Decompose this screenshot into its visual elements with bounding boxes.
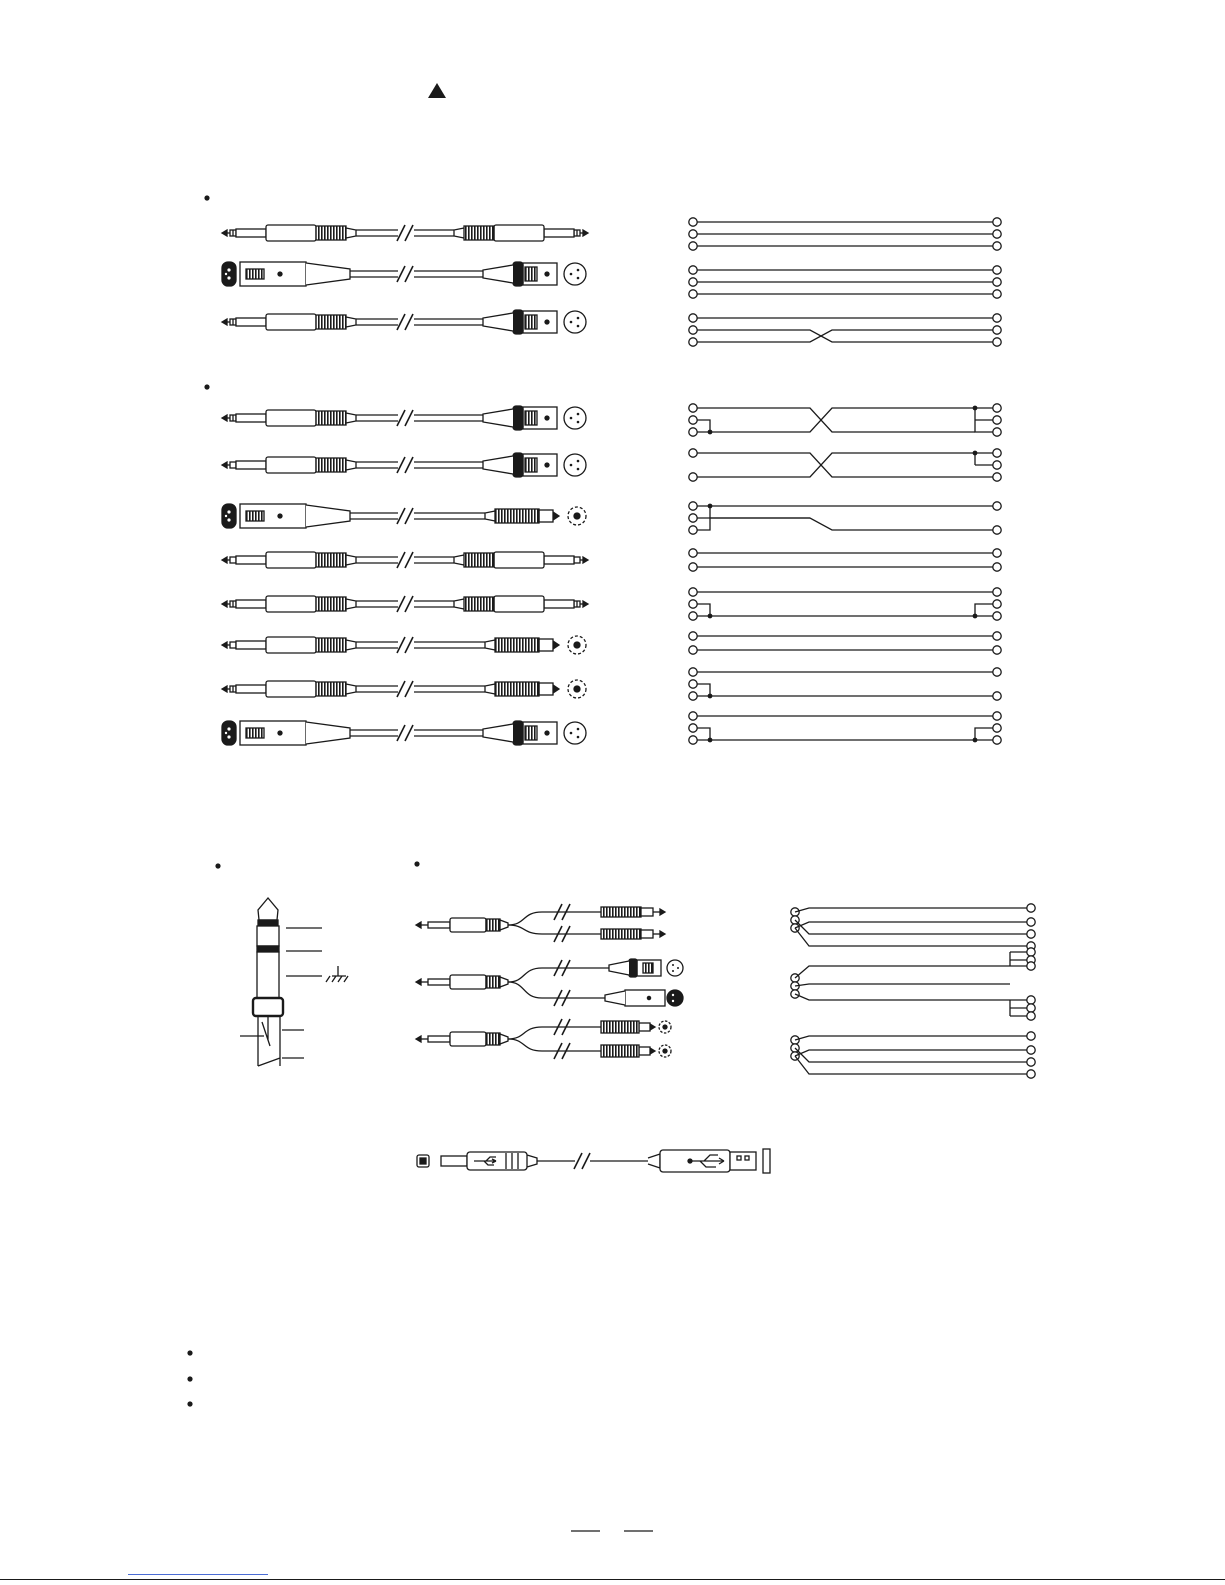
cable-row [222, 310, 586, 334]
xlr-f-plug [222, 504, 350, 528]
cable-break-mark [397, 552, 413, 568]
usb-a-port-icon [763, 1149, 770, 1173]
xlr-m-plug [483, 721, 586, 745]
wiring-diagram-straight-3 [689, 266, 1001, 298]
trs-plug [222, 314, 356, 330]
wiring-diagram-straight-3 [689, 218, 1001, 250]
y-cable-row [416, 904, 665, 942]
wiring-diagram-straight-2 [689, 632, 1001, 654]
small-trs-plug [416, 975, 508, 989]
small-ts-plug [601, 929, 665, 939]
small-trs-plug [416, 1032, 508, 1046]
small-ts-plug [601, 907, 665, 917]
section-bullets [187, 195, 419, 1406]
y-wiring-diagram [791, 1032, 1035, 1078]
xlr-f-plug [222, 721, 350, 745]
wiring-diagram-cross-3 [689, 314, 1001, 346]
usb-a-window-1 [737, 1156, 741, 1160]
bullet-note-3 [187, 1401, 192, 1406]
plug-sleeve [257, 952, 279, 998]
cable-row [222, 225, 588, 241]
xlr-m-plug [483, 262, 586, 286]
y-wiring-diagram [791, 948, 1035, 1020]
page-bottom-rule [0, 1579, 1225, 1580]
trs-plug [222, 410, 356, 426]
usb-a-metal-shell [730, 1152, 756, 1170]
plug-anatomy-diagram [240, 898, 348, 1066]
cable-row [222, 504, 586, 528]
bullet-note-1 [187, 1350, 192, 1355]
cable-break-mark [397, 508, 413, 524]
trs-plug [222, 596, 356, 612]
cable-break-mark [397, 457, 413, 473]
xlr-m-plug [483, 310, 586, 334]
cable-row [222, 721, 586, 745]
usb-a-dot [688, 1159, 692, 1163]
usb-b-port-core [420, 1158, 426, 1164]
bullet-y-cables [414, 861, 419, 866]
cable-row [222, 453, 586, 477]
cable-break-mark [574, 1153, 590, 1169]
wiring-diagram-bridged-cross-3to2 [689, 502, 1001, 534]
ts-plug [222, 457, 356, 473]
bullet-plug-anatomy [215, 863, 220, 868]
trs-plug [222, 681, 356, 697]
footer-link-underline[interactable] [128, 1574, 268, 1575]
cable-break-mark [397, 681, 413, 697]
wiring-diagram-straight-2 [689, 549, 1001, 571]
ts-plug [222, 637, 356, 653]
wiring-diagram-bridged-both [689, 712, 1001, 744]
warning-triangle-icon [428, 83, 446, 98]
cable-row [222, 596, 588, 612]
small-xlr-f-plug [605, 990, 683, 1006]
xlr-m-plug [483, 406, 586, 430]
wiring-diagram-bridged-left-3to2 [689, 668, 1001, 700]
cable-row [222, 636, 586, 654]
usb-b-plug-shell [441, 1156, 467, 1166]
ts-plug [222, 552, 356, 568]
cable-row [222, 680, 586, 698]
rca-plug [485, 680, 586, 698]
cable-illustrations [222, 225, 588, 745]
plug-solder-lugs [258, 1016, 280, 1066]
rca-plug [485, 507, 586, 525]
bullet-note-2 [187, 1376, 192, 1381]
wiring-diagram-cross-2to3 [689, 449, 1001, 481]
cable-break-mark [397, 266, 413, 282]
small-trs-plug [416, 918, 508, 932]
bullet-unbalanced-cables [204, 384, 209, 389]
small-rca-plug [601, 1021, 671, 1033]
y-cable-row [416, 959, 683, 1006]
trs-plug [454, 596, 588, 612]
small-rca-plug [601, 1045, 671, 1057]
usb-a-window-2 [745, 1156, 749, 1160]
cable-row [222, 406, 586, 430]
rca-plug [485, 636, 586, 654]
ts-plug [454, 552, 588, 568]
small-xlr-m-plug [609, 959, 683, 977]
xlr-f-plug [222, 262, 350, 286]
xlr-m-plug [483, 453, 586, 477]
y-cable-wiring-diagrams [791, 904, 1035, 1078]
y-cable-illustrations [416, 904, 683, 1059]
cable-break-mark [397, 637, 413, 653]
trs-plug [222, 225, 356, 241]
cable-row [222, 262, 586, 286]
cable-break-mark [397, 410, 413, 426]
wiring-diagram-bridged-both [689, 588, 1001, 620]
wiring-diagram-cross-bridged [689, 404, 1001, 436]
plug-tip [258, 898, 278, 920]
plug-ring [257, 926, 279, 946]
plug-ring-insulator [257, 946, 279, 952]
y-wiring-diagram [791, 904, 1035, 950]
y-cable-row [416, 1019, 671, 1059]
bullet-balanced-cables [204, 195, 209, 200]
cable-row [222, 552, 588, 568]
plug-tip-insulator [258, 920, 278, 926]
wiring-diagrams [689, 218, 1001, 744]
usb-a-strain-relief [648, 1154, 660, 1168]
trs-plug [454, 225, 588, 241]
cable-break-mark [397, 725, 413, 741]
cable-break-mark [397, 596, 413, 612]
usb-cable-illustration [417, 1149, 770, 1173]
cable-break-mark [397, 225, 413, 241]
cable-break-mark [397, 314, 413, 330]
plug-collar [253, 998, 283, 1016]
usb-b-strain-relief [527, 1155, 537, 1167]
ground-symbol-icon [326, 966, 348, 982]
